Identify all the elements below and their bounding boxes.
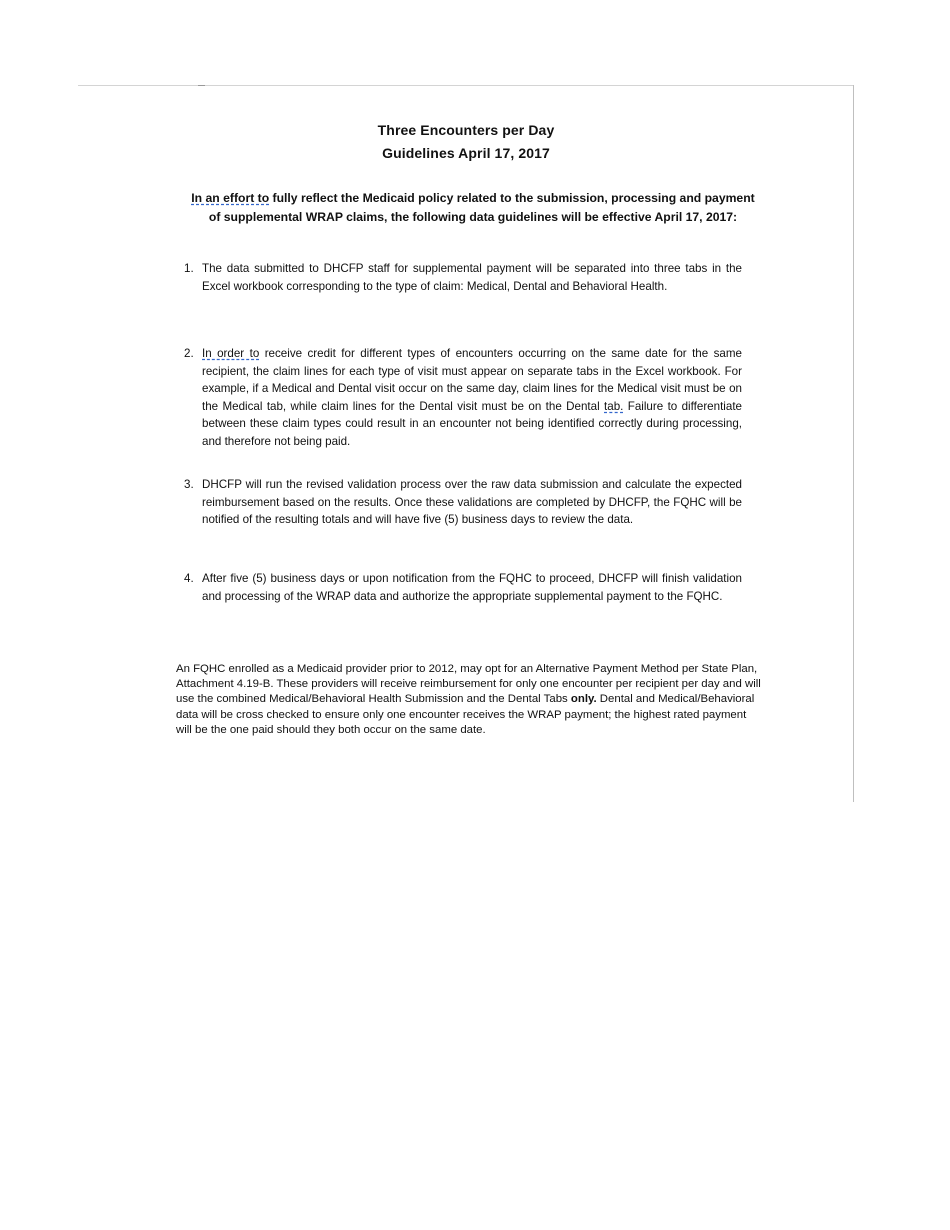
list-item-number: 2. bbox=[184, 347, 194, 360]
list-item bbox=[184, 260, 742, 295]
note-bold-word: only. bbox=[570, 693, 597, 706]
list-item-number: 4. bbox=[184, 572, 194, 585]
item2-text-b: Failure to differentiate between these claim types could result in an encounter not being identified correctly during processing, and therefore not being paid. bbox=[202, 399, 742, 448]
item2-underlined-word: tab. bbox=[604, 399, 624, 413]
document-subtitle: Guidelines April 17, 2017 bbox=[382, 145, 550, 161]
list-item-text: DHCFP will run the revised validation process over the raw data submission and calculate the expected reimbursement based on the results. Once these validations are completed by DHCFP, the FQHC will be notified of the resulting totals and will have five (5) business days to review the data. bbox=[202, 478, 742, 527]
intro-underlined-phrase: In an effort to bbox=[191, 191, 270, 205]
list-item-number: 3. bbox=[184, 478, 194, 491]
note-text-a: An FQHC enrolled as a Medicaid provider prior to 2012, may opt for an Alternative Payment Method per State Plan, Attachment 4.19-B. These providers will receive reimbursement for only one encounter per recipient per day and will use the combined Medical/Behavioral Health Submission and the Dental Tabs bbox=[176, 663, 761, 706]
list-item-text: The data submitted to DHCFP staff for supplemental payment will be separated into three tabs in the Excel workbook corresponding to the type of claim: Medical, Dental and Behavioral Health. bbox=[202, 262, 742, 293]
item2-underlined-phrase: In order to bbox=[202, 347, 260, 360]
page-right-edge bbox=[853, 85, 854, 802]
list-item-text bbox=[202, 345, 742, 451]
list-item bbox=[184, 570, 742, 605]
page-top-edge bbox=[78, 85, 854, 86]
intro-text: fully reflect the Medicaid policy related to the submission, processing and payment of supplemental WRAP claims, the following data guidelines will be effective April 17, 2017: bbox=[208, 191, 755, 224]
list-item bbox=[184, 476, 742, 529]
list-item bbox=[184, 345, 742, 451]
item2-text-a: receive credit for different types of encounters occurring on the same date for the same recipient, the claim lines for each type of visit must appear on separate tabs in the Excel workbook. For example, if a Medical and Dental visit occur on the same day, claim lines for the Medical visit must be on the Medical tab, while claim lines for the Dental visit must be on the Dental bbox=[202, 347, 742, 413]
document-title: Three Encounters per Day bbox=[377, 122, 555, 138]
intro-paragraph bbox=[190, 189, 756, 227]
margin-corner-mark bbox=[198, 82, 205, 86]
apm-note-paragraph bbox=[176, 662, 764, 738]
note-text-b: Dental and Medical/Behavioral data will be cross checked to ensure only one encounter receives the WRAP payment; the highest rated payment will be the one paid should they both occur on the same date. bbox=[176, 693, 755, 736]
list-item-number: 1. bbox=[184, 262, 194, 275]
list-item-text: After five (5) business days or upon notification from the FQHC to proceed, DHCFP will finish validation and processing of the WRAP data and authorize the appropriate supplemental payment to the FQHC. bbox=[202, 572, 742, 603]
